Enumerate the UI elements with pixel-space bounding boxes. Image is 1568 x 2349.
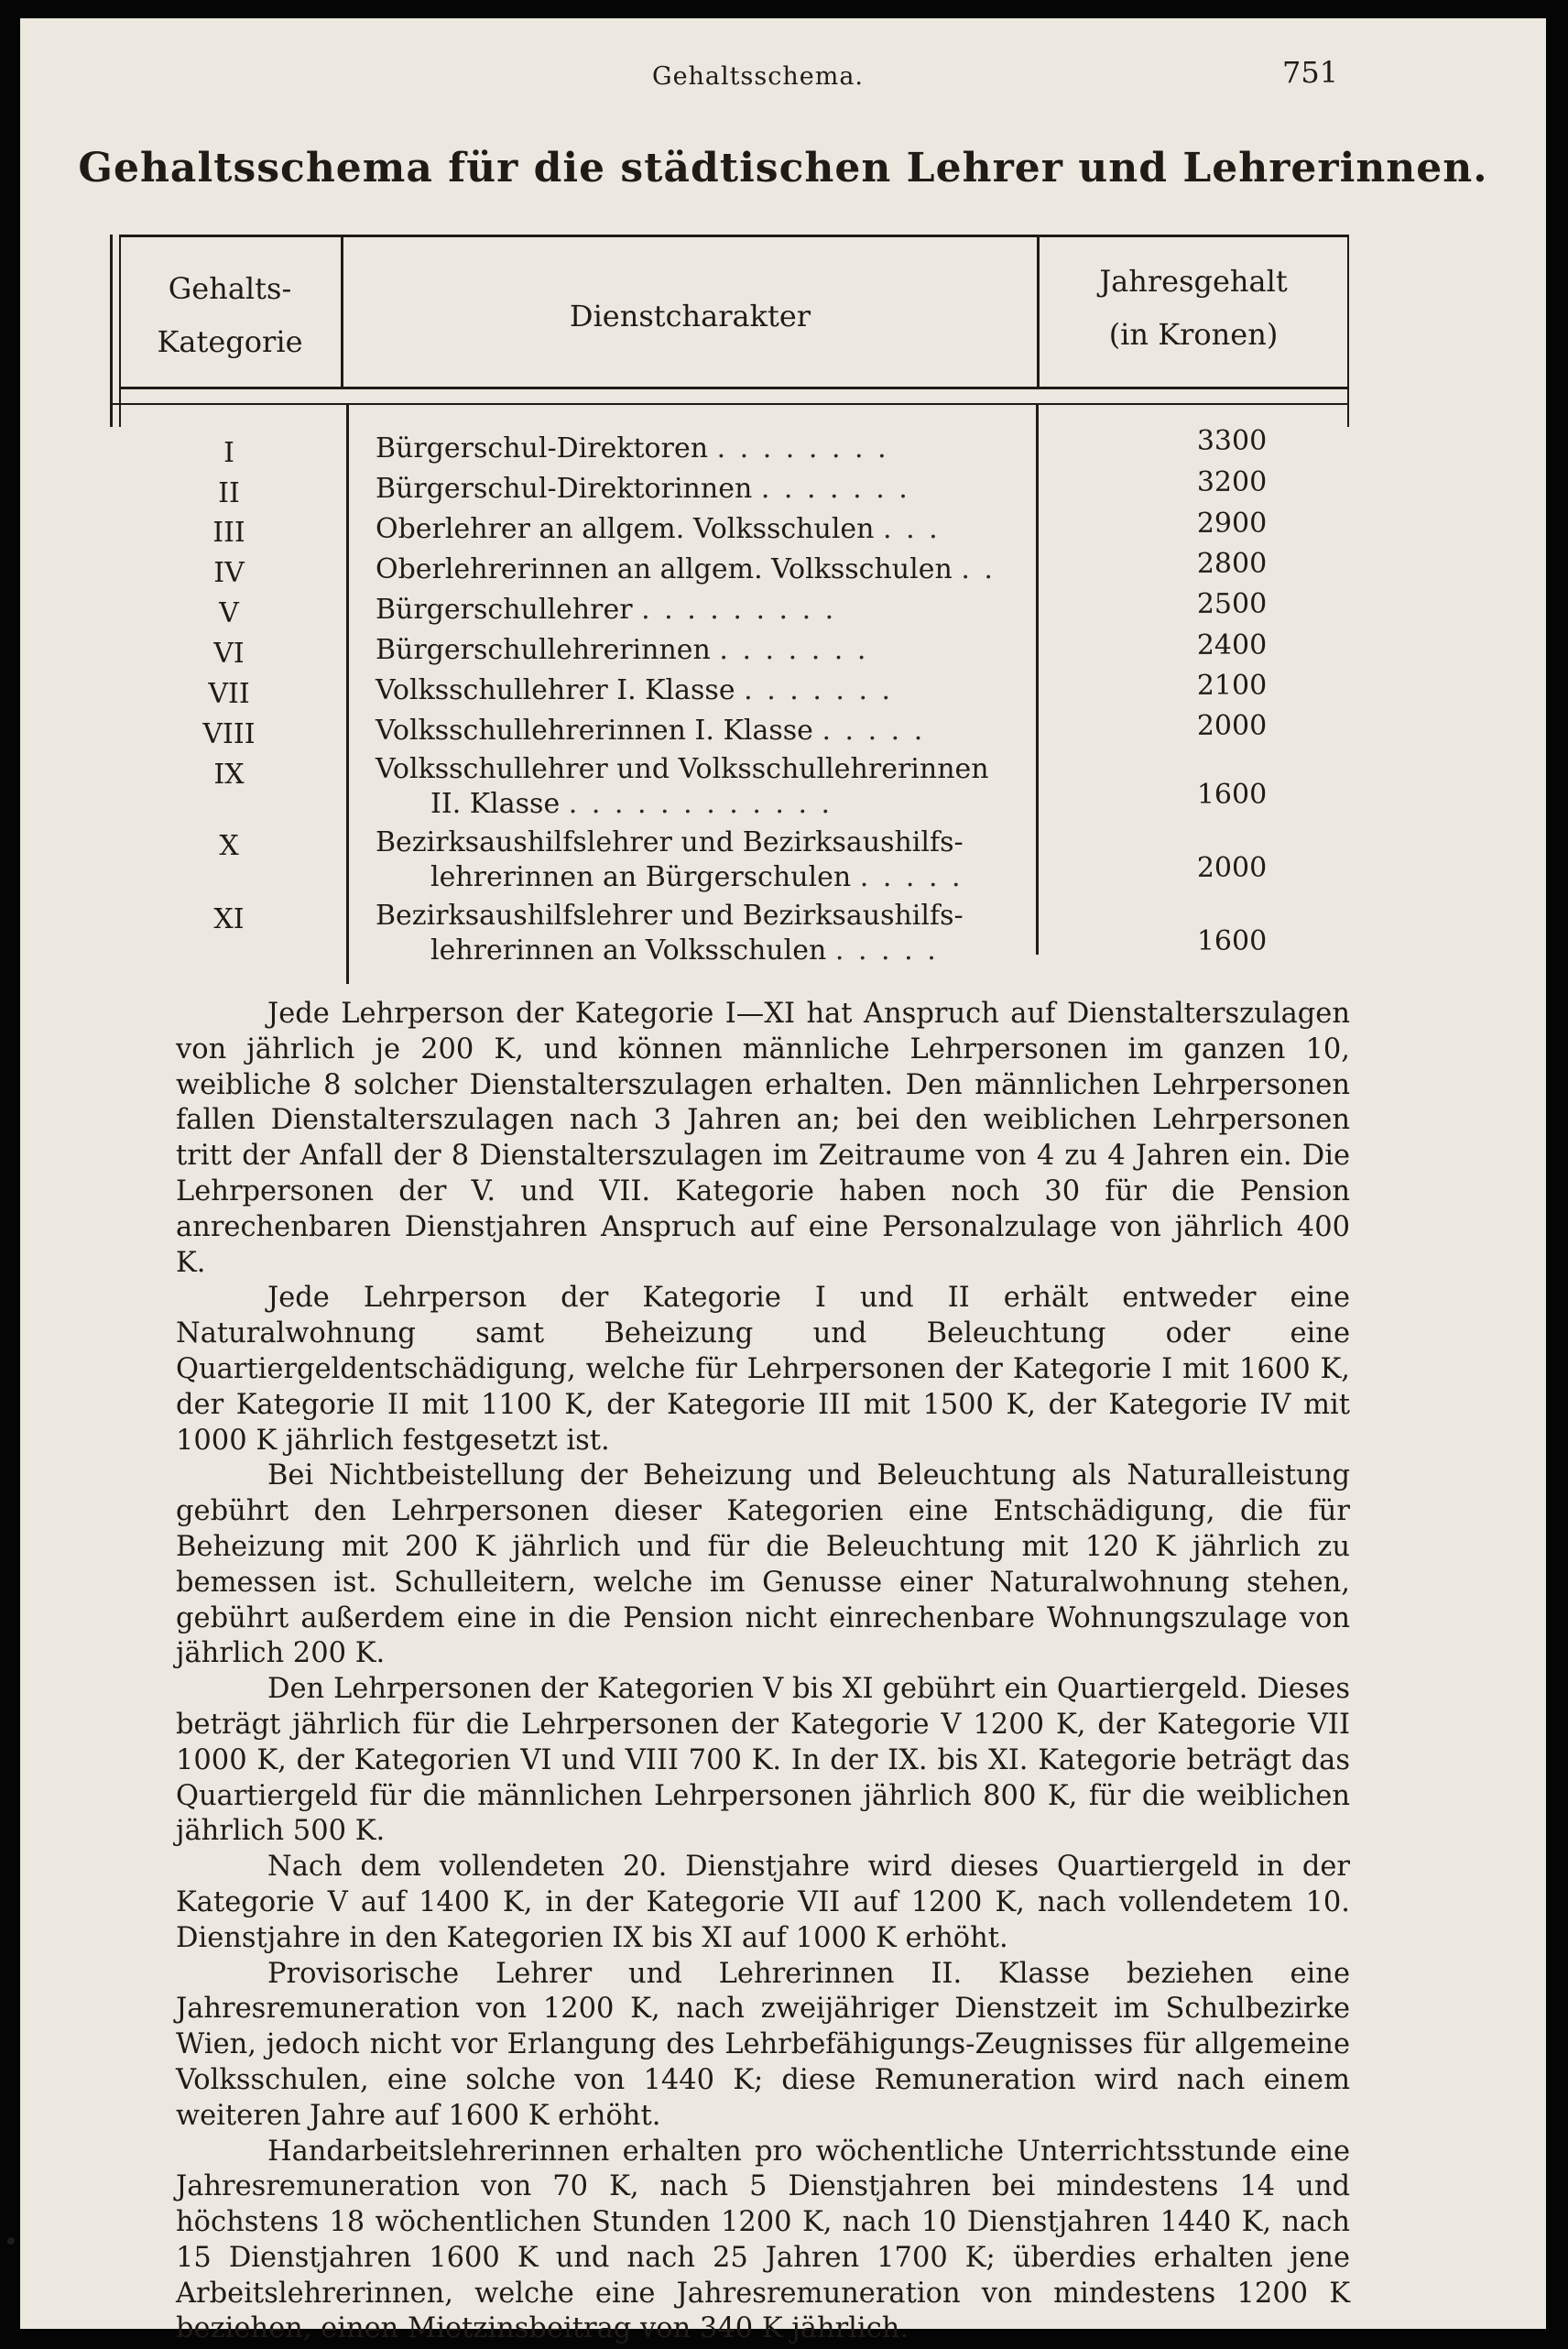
row-salary: 3300	[1196, 425, 1268, 457]
row-category: V	[219, 597, 239, 629]
row-description: Bürgerschullehrer . . . . . . . . .	[376, 594, 837, 626]
paragraph: Den Lehrpersonen der Kategorien V bis XI gebührt ein Quartiergeld. Dieses beträgt jährlich für die Lehrpersonen der Kategorie V 1200 K, der Kategorie VII 1000 K, der Kategorien VI und VIII 700 K. In der IX. bis XI. Kategorie beträgt das Quartiergeld für die männlichen Lehrpersonen jährlich 800 K, für die weiblichen jährlich 500 K.	[176, 1673, 1350, 1848]
header-category: Gehalts- Kategorie	[157, 271, 303, 359]
table-top-rule	[119, 235, 1349, 237]
row-description-continuation: lehrerinnen an Volksschulen . . . . .	[430, 934, 939, 967]
row-category: IV	[213, 557, 245, 589]
row-salary: 2000	[1196, 710, 1268, 742]
row-salary: 1600	[1196, 925, 1268, 957]
page-title: Gehaltsschema für die städtischen Lehrer und Lehrerinnen.	[78, 145, 1488, 191]
row-description: Oberlehrerinnen an allgem. Volksschulen . .	[376, 553, 996, 585]
row-description: Bezirksaushilfslehrer und Bezirksaushilfs-	[376, 826, 964, 858]
paragraph: Jede Lehrperson der Kategorie I und II erhält entweder eine Naturalwohnung samt Beheizung und Beleuchtung oder eine Quartiergeldentschädigung, welche für Lehrpersonen der Kategorie I mit 1600 K, der Kategorie II mit 1100 K, der Kategorie III mit 1500 K, der Kategorie IV mit 1000 K jährlich festgesetzt ist.	[176, 1282, 1350, 1457]
row-description: Bürgerschul-Direktoren . . . . . . . .	[376, 432, 889, 464]
body-text	[176, 997, 1350, 2347]
row-salary: 2900	[1196, 508, 1268, 540]
running-head: Gehaltsschema.	[652, 62, 865, 91]
row-description: Bürgerschul-Direktorinnen . . . . . . .	[376, 473, 910, 505]
row-description-continuation: lehrerinnen an Bürgerschulen . . . . .	[430, 861, 964, 893]
row-salary: 2500	[1196, 588, 1268, 620]
header-bottom-rule	[119, 387, 1349, 389]
row-description: Bezirksaushilfslehrer und Bezirksaushilfs-	[376, 900, 964, 932]
row-salary: 3200	[1196, 466, 1268, 498]
body-top-rule	[110, 403, 1349, 405]
table-outer-left-rule	[110, 235, 113, 427]
row-category: III	[212, 517, 245, 549]
table-right-rule	[1347, 235, 1349, 427]
row-salary: 1600	[1196, 779, 1268, 811]
row-salary: 2400	[1196, 629, 1268, 661]
row-salary: 2000	[1196, 852, 1268, 884]
row-description: Volksschullehrer und Volksschullehrerinnen	[376, 753, 989, 785]
row-category: IX	[213, 759, 245, 791]
row-description-continuation: II. Klasse . . . . . . . . . . . .	[430, 788, 833, 820]
margin-mark	[7, 2237, 15, 2245]
header-service-character: Dienstcharakter	[569, 299, 811, 333]
paragraph: Bei Nichtbeistellung der Beheizung und Beleuchtung als Naturalleistung gebührt den Lehrpersonen dieser Kategorien eine Entschädigung, die für Beheizung mit 200 K jährlich und für die Beleuchtung mit 120 K jährlich zu bemessen ist. Schulleitern, welche im Genusse einer Naturalwohnung stehen, gebührt außerdem eine in die Pension nicht einrechenbare Wohnungszulage von jährlich 200 K.	[176, 1459, 1350, 1670]
row-category: VI	[213, 638, 245, 670]
paragraph: Jede Lehrperson der Kategorie I—XI hat Anspruch auf Dienstalterszulagen von jährlich je 200 K, und können männliche Lehrpersonen im ganzen 10, weibliche 8 solcher Dienstalterszulagen erhalten. Den männlichen Lehrpersonen fallen Dienstalterszulagen nach 3 Jahren an; bei den weiblichen Lehrpersonen tritt der Anfall der 8 Dienstalterszulagen im Zeitraume von 4 zu 4 Jahren ein. Die Lehrpersonen der V. und VII. Kategorie haben noch 30 für die Pension anrechenbaren Dienstjahren Anspruch auf eine Personalzulage von jährlich 400 K.	[176, 998, 1350, 1279]
row-description: Volksschullehrer I. Klasse . . . . . . .	[376, 674, 894, 706]
paragraph: Nach dem vollendeten 20. Dienstjahre wird dieses Quartiergeld in der Kategorie V auf 1400 K, in der Kategorie VII auf 1200 K, nach vollendetem 10. Dienstjahre in den Kategorien IX bis XI auf 1000 K erhöht.	[176, 1851, 1350, 1954]
paragraph: Provisorische Lehrer und Lehrerinnen II. Klasse beziehen eine Jahresremuneration von 1200 K, nach zweijähriger Dienstzeit im Schulbezirke Wien, jedoch nicht vor Erlangung des Lehrbefähigungs-Zeugnisses für allgemeine Volksschulen, eine solche von 1440 K; diese Remuneration wird nach einem weiteren Jahre auf 1600 K erhöht.	[176, 1957, 1350, 2132]
paragraph: Handarbeitslehrerinnen erhalten pro wöchentliche Unterrichtsstunde eine Jahresremuneration von 70 K, nach 5 Dienstjahren bei mindestens 14 und höchstens 18 wöchentlichen Stunden 1200 K, nach 10 Dienstjahren 1440 K, nach 15 Dienstjahren 1600 K und nach 25 Jahren 1700 K; überdies erhalten jene Arbeitslehrerinnen, welche eine Jahresremuneration von mindestens 1200 K beziehen, einen Mietzinsbeitrag von 340 K jährlich.	[176, 2135, 1350, 2345]
row-category: VIII	[202, 718, 256, 750]
row-description: Volksschullehrerinnen I. Klasse . . . . .	[376, 715, 926, 747]
row-description: Bürgerschullehrerinnen . . . . . . .	[376, 634, 869, 666]
row-description: Oberlehrer an allgem. Volksschulen . . .	[376, 513, 941, 545]
row-salary: 2800	[1196, 548, 1268, 580]
row-category: XI	[213, 903, 245, 935]
row-category: X	[219, 830, 239, 862]
row-category: I	[223, 437, 234, 469]
row-category: VII	[208, 678, 250, 710]
row-category: II	[218, 477, 240, 509]
salary-table	[110, 218, 1349, 997]
book-page	[20, 18, 1546, 2345]
page-number: 751	[1282, 55, 1339, 90]
row-salary: 2100	[1196, 670, 1268, 702]
header-annual-salary: Jahresgehalt (in Kronen)	[1099, 264, 1288, 352]
